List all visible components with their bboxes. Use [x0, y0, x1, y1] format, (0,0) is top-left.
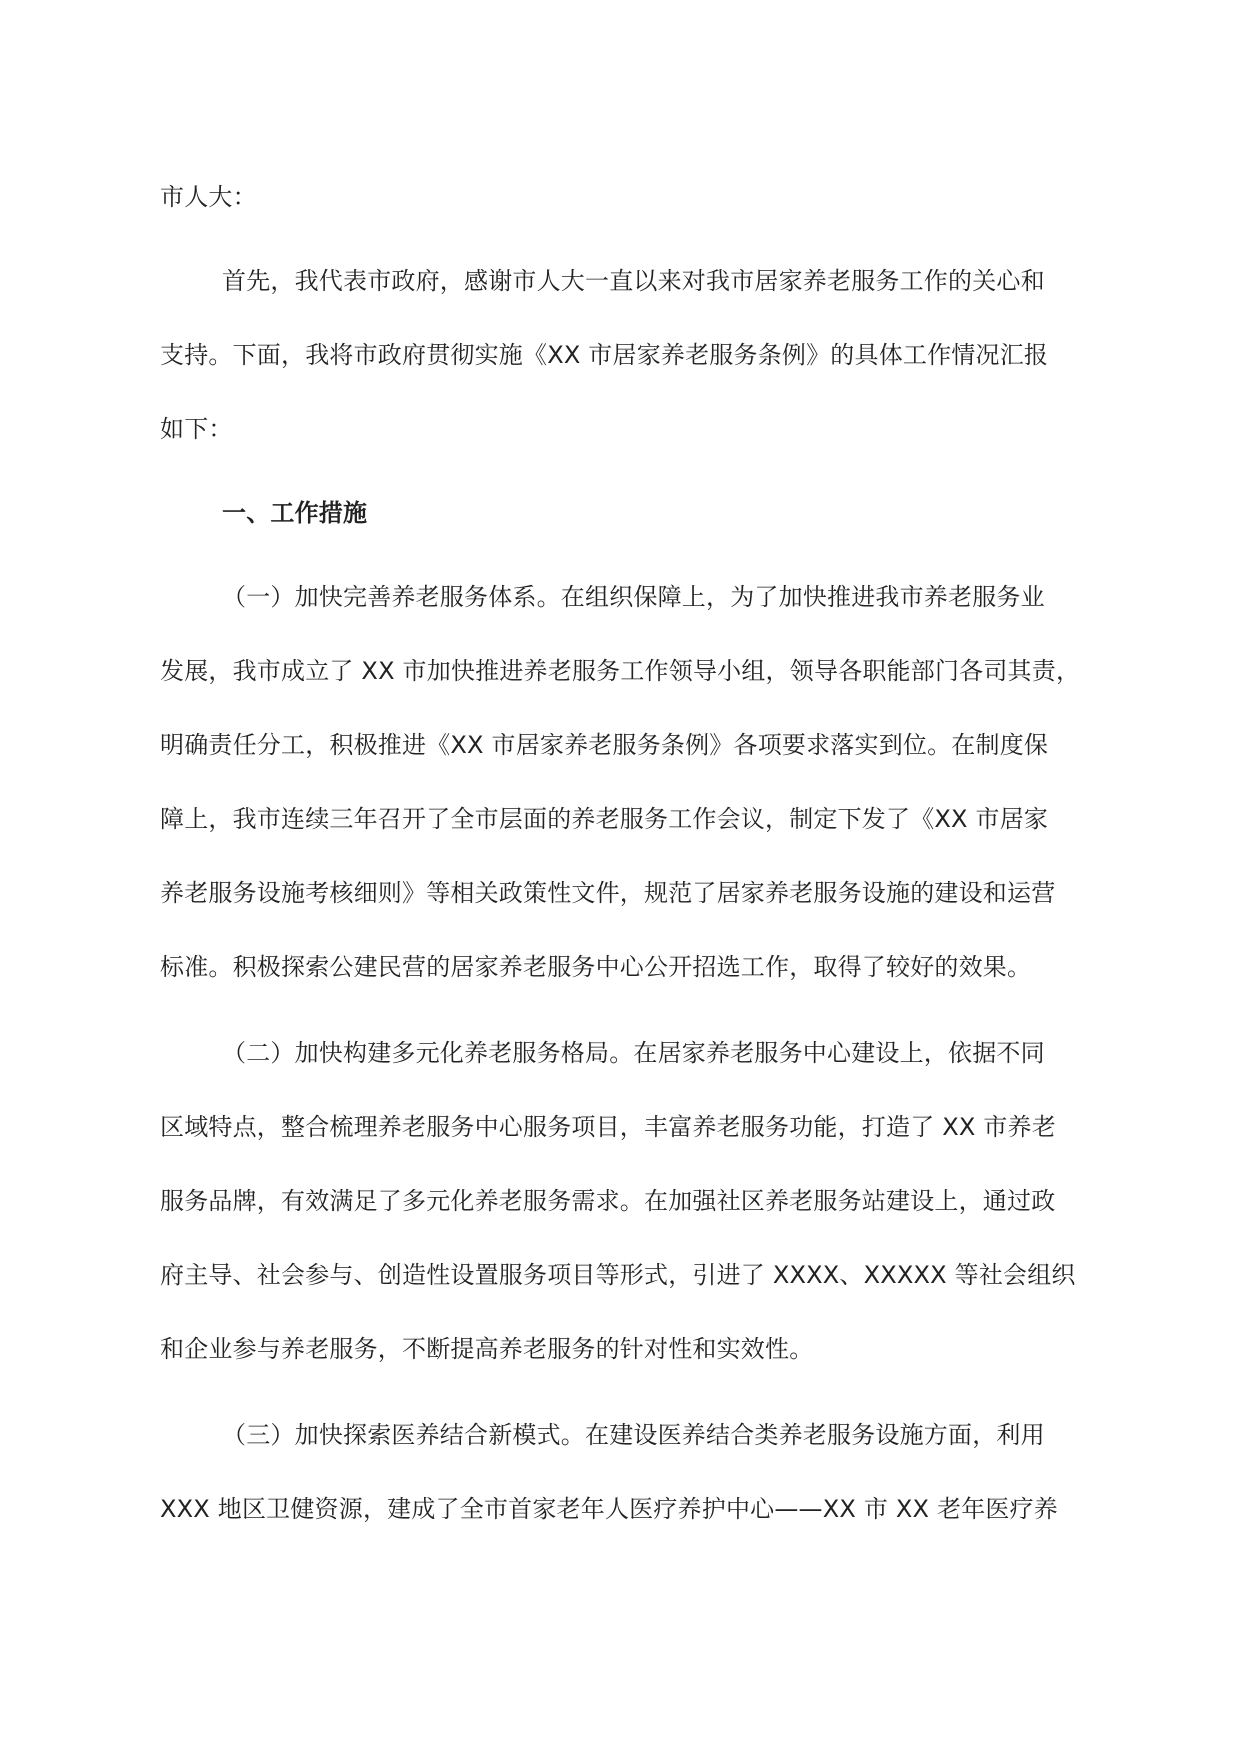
paragraph-line: （一）加快完善养老服务体系。在组织保障上，为了加快推进我市养老服务业: [222, 583, 1045, 611]
paragraph-line: 区域特点，整合梳理养老服务中心服务项目，丰富养老服务功能，打造了 XX 市养老: [160, 1113, 1056, 1141]
intro-paragraph: [160, 244, 1100, 466]
document-body: [160, 160, 1100, 1546]
paragraph-line: （三）加快探索医养结合新模式。在建设医养结合类养老服务设施方面，利用: [222, 1421, 1045, 1449]
salutation: 市人大：: [160, 183, 257, 211]
paragraph-line: 和企业参与养老服务，不断提高养老服务的针对性和实效性。: [160, 1335, 814, 1363]
paragraph-line: 发展，我市成立了 XX 市加快推进养老服务工作领导小组，领导各职能部门各司其责，: [160, 657, 1081, 685]
paragraph-line: 如下：: [160, 415, 233, 443]
paragraph-2: [160, 1016, 1100, 1386]
section-heading: 一、工作措施: [222, 499, 368, 527]
paragraph-line: XXX 地区卫健资源，建成了全市首家老年人医疗养护中心——XX 市 XX 老年医疗养: [160, 1495, 1059, 1523]
paragraph-line: 服务品牌，有效满足了多元化养老服务需求。在加强社区养老服务站建设上，通过政: [160, 1187, 1056, 1215]
paragraph-line: 府主导、社会参与、创造性设置服务项目等形式，引进了 XXXX、XXXXX 等社会组织: [160, 1261, 1076, 1289]
paragraph-line: 首先，我代表市政府，感谢市人大一直以来对我市居家养老服务工作的关心和: [222, 267, 1045, 295]
paragraph-line: 明确责任分工，积极推进《XX 市居家养老服务条例》各项要求落实到位。在制度保: [160, 731, 1049, 759]
paragraph-1: [160, 560, 1100, 1004]
paragraph-line: （二）加快构建多元化养老服务格局。在居家养老服务中心建设上，依据不同: [222, 1039, 1045, 1067]
paragraph-3: [160, 1398, 1100, 1546]
paragraph-line: 支持。下面，我将市政府贯彻实施《XX 市居家养老服务条例》的具体工作情况汇报: [160, 341, 1049, 369]
paragraph-line: 养老服务设施考核细则》等相关政策性文件，规范了居家养老服务设施的建设和运营: [160, 879, 1056, 907]
paragraph-line: 标准。积极探索公建民营的居家养老服务中心公开招选工作，取得了较好的效果。: [160, 953, 1032, 981]
paragraph-line: 障上，我市连续三年召开了全市层面的养老服务工作会议，制定下发了《XX 市居家: [160, 805, 1049, 833]
